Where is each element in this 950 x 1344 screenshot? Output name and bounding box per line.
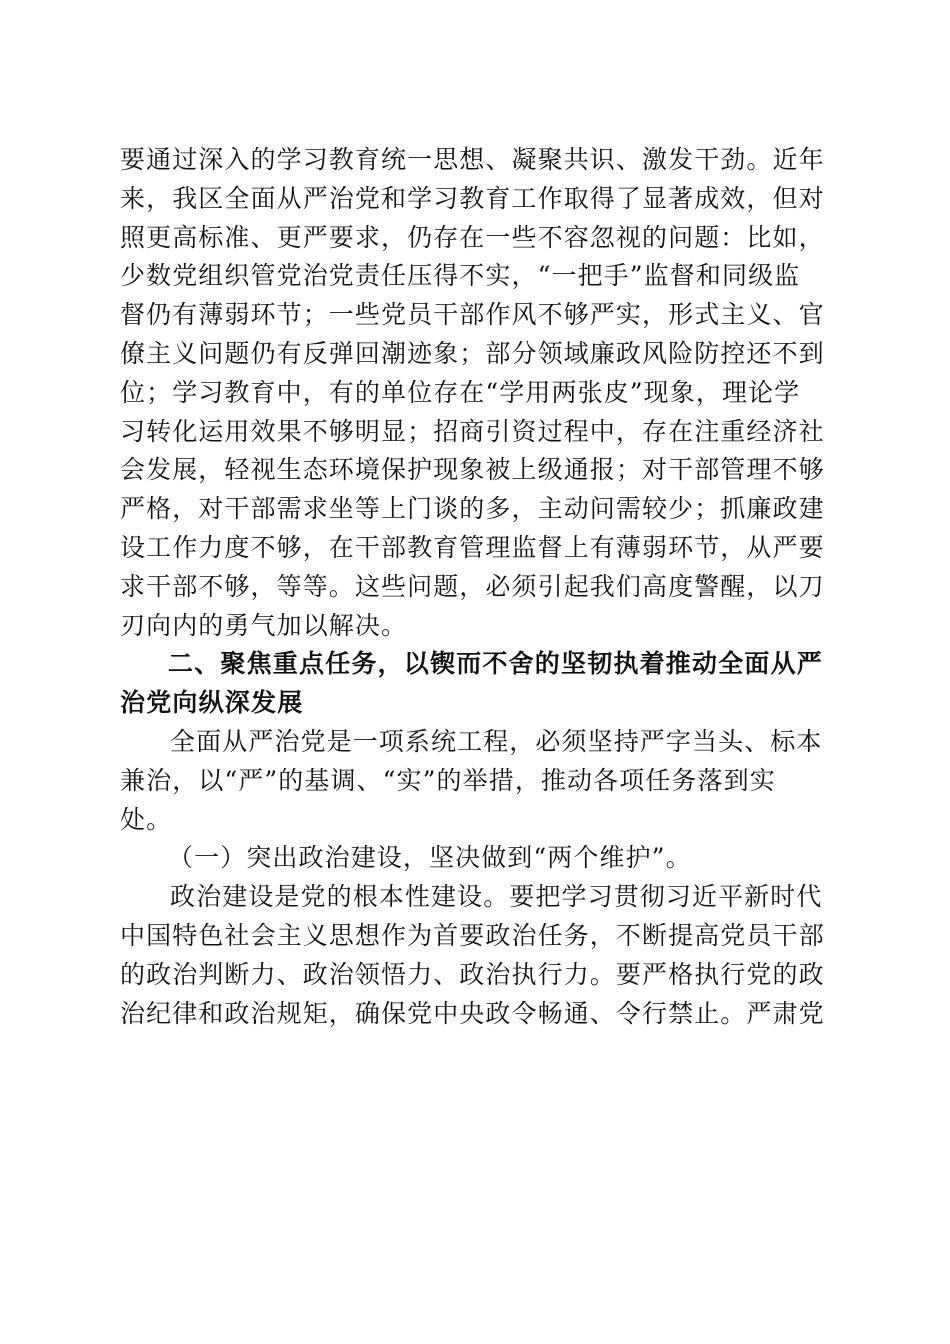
- paragraph-line: 督仍有薄弱环节；一些党员干部作风不够严实，形式主义、官: [120, 300, 825, 330]
- paragraph-line: 设工作力度不够，在干部教育管理监督上有薄弱环节，从严要: [120, 532, 825, 562]
- paragraph-line: 治纪律和政治规矩，确保党中央政令畅通、令行禁止。严肃党: [120, 998, 825, 1028]
- body-paragraph-3: [120, 878, 825, 1033]
- body-paragraph-2: [120, 723, 825, 839]
- heading-line: 二、聚焦重点任务，以锲而不舍的坚韧执着推动全面从严: [168, 649, 824, 679]
- paragraph-line: 照更高标准、更严要求，仍存在一些不容忽视的问题：比如，: [120, 222, 825, 252]
- paragraph-line: 严格，对干部需求坐等上门谈的多，主动问需较少；抓廉政建: [120, 494, 825, 524]
- paragraph-line: 习转化运用效果不够明显；招商引资过程中，存在注重经济社: [120, 416, 825, 446]
- paragraph-line: 政治建设是党的根本性建设。要把学习贯彻习近平新时代: [170, 882, 823, 912]
- paragraph-line: 兼治，以“严”的基调、“实”的举措，推动各项任务落到实: [120, 765, 776, 795]
- paragraph-line: 的政治判断力、政治领悟力、政治执行力。要严格执行党的政: [120, 959, 825, 989]
- document-body: [120, 141, 825, 1033]
- paragraph-line: 中国特色社会主义思想作为首要政治任务，不断提高党员干部: [120, 920, 825, 950]
- subsection-heading-1: [120, 839, 825, 878]
- paragraph-line: 要通过深入的学习教育统一思想、凝聚共识、激发干劲。近年: [120, 145, 825, 174]
- subheading-line: （一）突出政治建设，坚决做到“两个维护”。: [168, 843, 692, 873]
- paragraph-line: 会发展，轻视生态环境保护现象被上级通报；对干部管理不够: [120, 455, 825, 485]
- heading-line: 治党向纵深发展: [120, 688, 304, 718]
- paragraph-line: 处。: [120, 804, 173, 834]
- paragraph-line: 来，我区全面从严治党和学习教育工作取得了显著成效，但对: [120, 183, 825, 213]
- paragraph-line: 求干部不够，等等。这些问题，必须引起我们高度警醒，以刀: [120, 571, 825, 601]
- paragraph-line: 少数党组织管党治党责任压得不实，“一把手”监督和同级监: [120, 261, 801, 291]
- paragraph-line: 僚主义问题仍有反弹回潮迹象；部分领域廉政风险防控还不到: [120, 338, 825, 368]
- paragraph-line: 刃向内的勇气加以解决。: [120, 610, 408, 640]
- section-heading-2: [120, 645, 825, 723]
- paragraph-line: 位；学习教育中，有的单位存在“学用两张皮”现象，理论学: [120, 377, 801, 407]
- body-paragraph-1: [120, 141, 825, 645]
- paragraph-line: 全面从严治党是一项系统工程，必须坚持严字当头、标本: [170, 726, 823, 756]
